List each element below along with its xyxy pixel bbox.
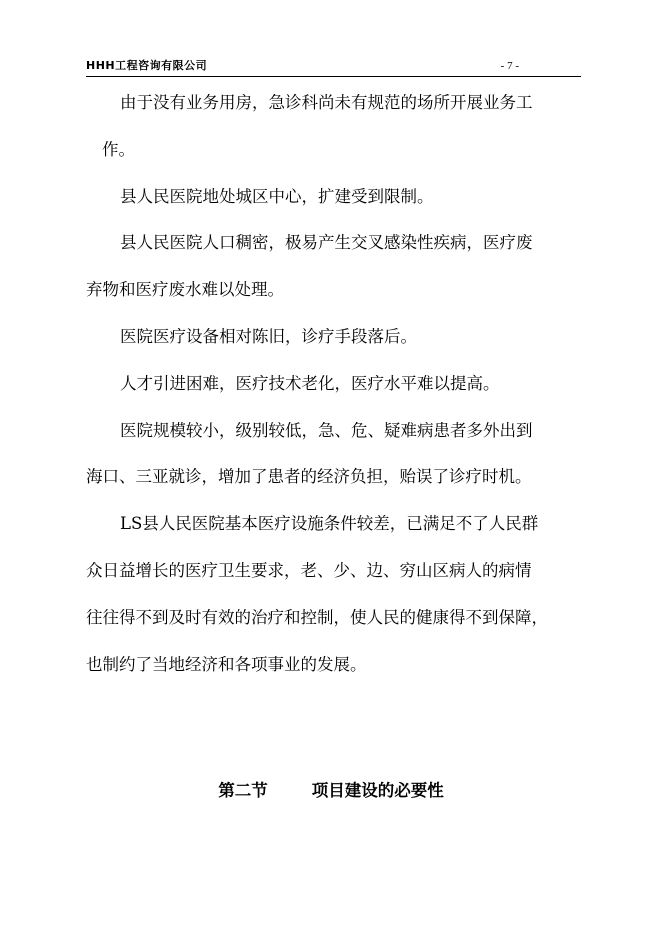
paragraph-line: 也制约了当地经济和各项事业的发展。 <box>86 654 367 674</box>
paragraph-line: 海口、三亚就诊，增加了患者的经济负担，贻误了诊疗时机。 <box>86 467 532 487</box>
paragraph-line: 弃物和医疗废水难以处理。 <box>86 280 284 300</box>
paragraph-line: 人才引进困难，医疗技术老化，医疗水平难以提高。 <box>120 373 500 393</box>
body-text <box>86 80 582 688</box>
paragraph-line: LS县人民医院基本医疗设施条件较差，已满足不了人民群 <box>120 514 539 534</box>
section-heading <box>0 776 662 806</box>
paragraph-line: 由于没有业务用房，急诊科尚未有规范的场所开展业务工 <box>120 93 533 112</box>
paragraph-line: 作。 <box>102 139 135 159</box>
section-number: 第二节 <box>218 781 268 800</box>
paragraph-line: 县人民医院人口稠密，极易产生交叉感染性疾病，医疗废 <box>120 233 533 253</box>
paragraph-line: 往往得不到及时有效的治疗和控制，使人民的健康得不到保障， <box>86 607 548 627</box>
paragraph-line: 医院医疗设备相对陈旧，诊疗手段落后。 <box>120 326 417 346</box>
section-title: 项目建设的必要性 <box>311 781 444 800</box>
paragraph-line: 县人民医院地处城区中心，扩建受到限制。 <box>120 186 434 206</box>
paragraph-line: 众日益增长的医疗卫生要求，老、少、边、穷山区病人的病情 <box>86 560 532 580</box>
company-name: HHH工程咨询有限公司 <box>86 59 208 72</box>
page-header <box>86 58 581 77</box>
paragraph-line: 医院规模较小，级别较低，急、危、疑难病患者多外出到 <box>120 420 533 440</box>
page-number: - 7 - <box>500 60 519 72</box>
